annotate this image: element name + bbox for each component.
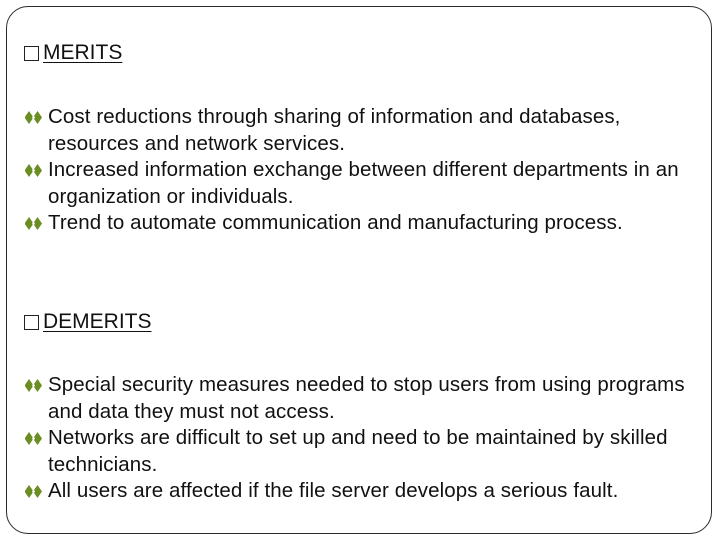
diamond-bullet-icon [25, 216, 42, 231]
demerits-item [24, 425, 714, 478]
demerits-item [24, 478, 714, 505]
demerits-item-text: Networks are difficult to set up and need to be maintained by skilled technicians. [48, 426, 668, 476]
diamond-bullet-icon [25, 110, 42, 125]
merits-item-text: Cost reductions through sharing of information and databases, resources and network services. [48, 105, 621, 155]
checkbox-square-icon [24, 315, 39, 330]
merits-item [24, 210, 714, 237]
demerits-item-text: All users are affected if the file server develops a serious fault. [48, 479, 619, 502]
merits-heading-text: MERITS [43, 41, 123, 64]
demerits-list [24, 372, 714, 505]
diamond-bullet-icon [25, 431, 42, 446]
merits-item-text: Trend to automate communication and manufacturing process. [48, 211, 623, 234]
merits-heading [24, 41, 122, 65]
demerits-item [24, 372, 714, 425]
demerits-heading [24, 310, 152, 334]
checkbox-square-icon [24, 46, 39, 61]
demerits-item-text: Special security measures needed to stop users from using programs and data they must not access. [48, 373, 685, 423]
merits-list [24, 104, 714, 237]
merits-item-text: Increased information exchange between different departments in an organization or individuals. [48, 158, 679, 208]
diamond-bullet-icon [25, 484, 42, 499]
merits-item [24, 157, 714, 210]
diamond-bullet-icon [25, 163, 42, 178]
demerits-heading-text: DEMERITS [43, 310, 152, 333]
diamond-bullet-icon [25, 378, 42, 393]
merits-item [24, 104, 714, 157]
